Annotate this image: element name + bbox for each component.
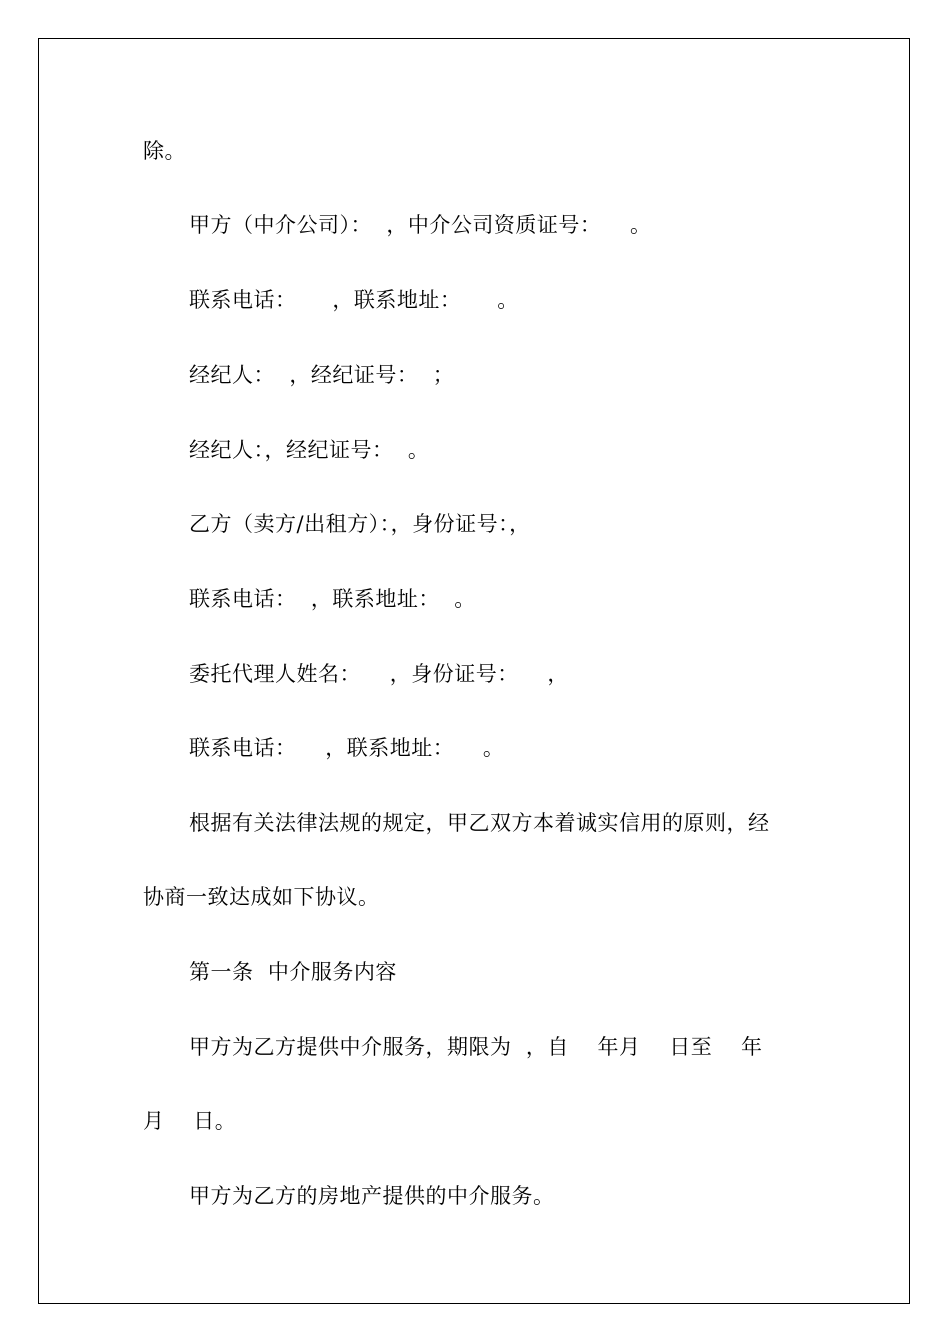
party-a-contact-line: 联系电话： ，联系地址： 。 xyxy=(189,288,519,312)
service-period-line-1: 甲方为乙方提供中介服务，期限为 ，自 年月 日至 年 xyxy=(189,1035,763,1059)
party-a-line: 甲方（中介公司）： ，中介公司资质证号： 。 xyxy=(189,213,652,237)
service-scope-line: 甲方为乙方的房地产提供的中介服务。 xyxy=(189,1184,555,1208)
agent-line-1: 经纪人： ，经纪证号： ； xyxy=(189,363,455,387)
preamble-line-1: 根据有关法律法规的规定，甲乙双方本着诚实信用的原则，经 xyxy=(189,811,770,835)
article-one-heading: 第一条 中介服务内容 xyxy=(189,960,397,984)
service-period-line-2: 月 日。 xyxy=(143,1109,237,1133)
text-line-continuation: 除。 xyxy=(143,139,186,163)
preamble-line-2: 协商一致达成如下协议。 xyxy=(143,885,380,909)
proxy-contact-line: 联系电话： ，联系地址： 。 xyxy=(189,736,505,760)
agent-line-2: 经纪人：，经纪证号： 。 xyxy=(189,438,430,462)
party-b-line: 乙方（卖方/出租方）：，身份证号：， xyxy=(189,512,531,536)
proxy-line: 委托代理人姓名： ，身份证号： ， xyxy=(189,662,569,686)
party-b-contact-line: 联系电话： ，联系地址： 。 xyxy=(189,587,476,611)
